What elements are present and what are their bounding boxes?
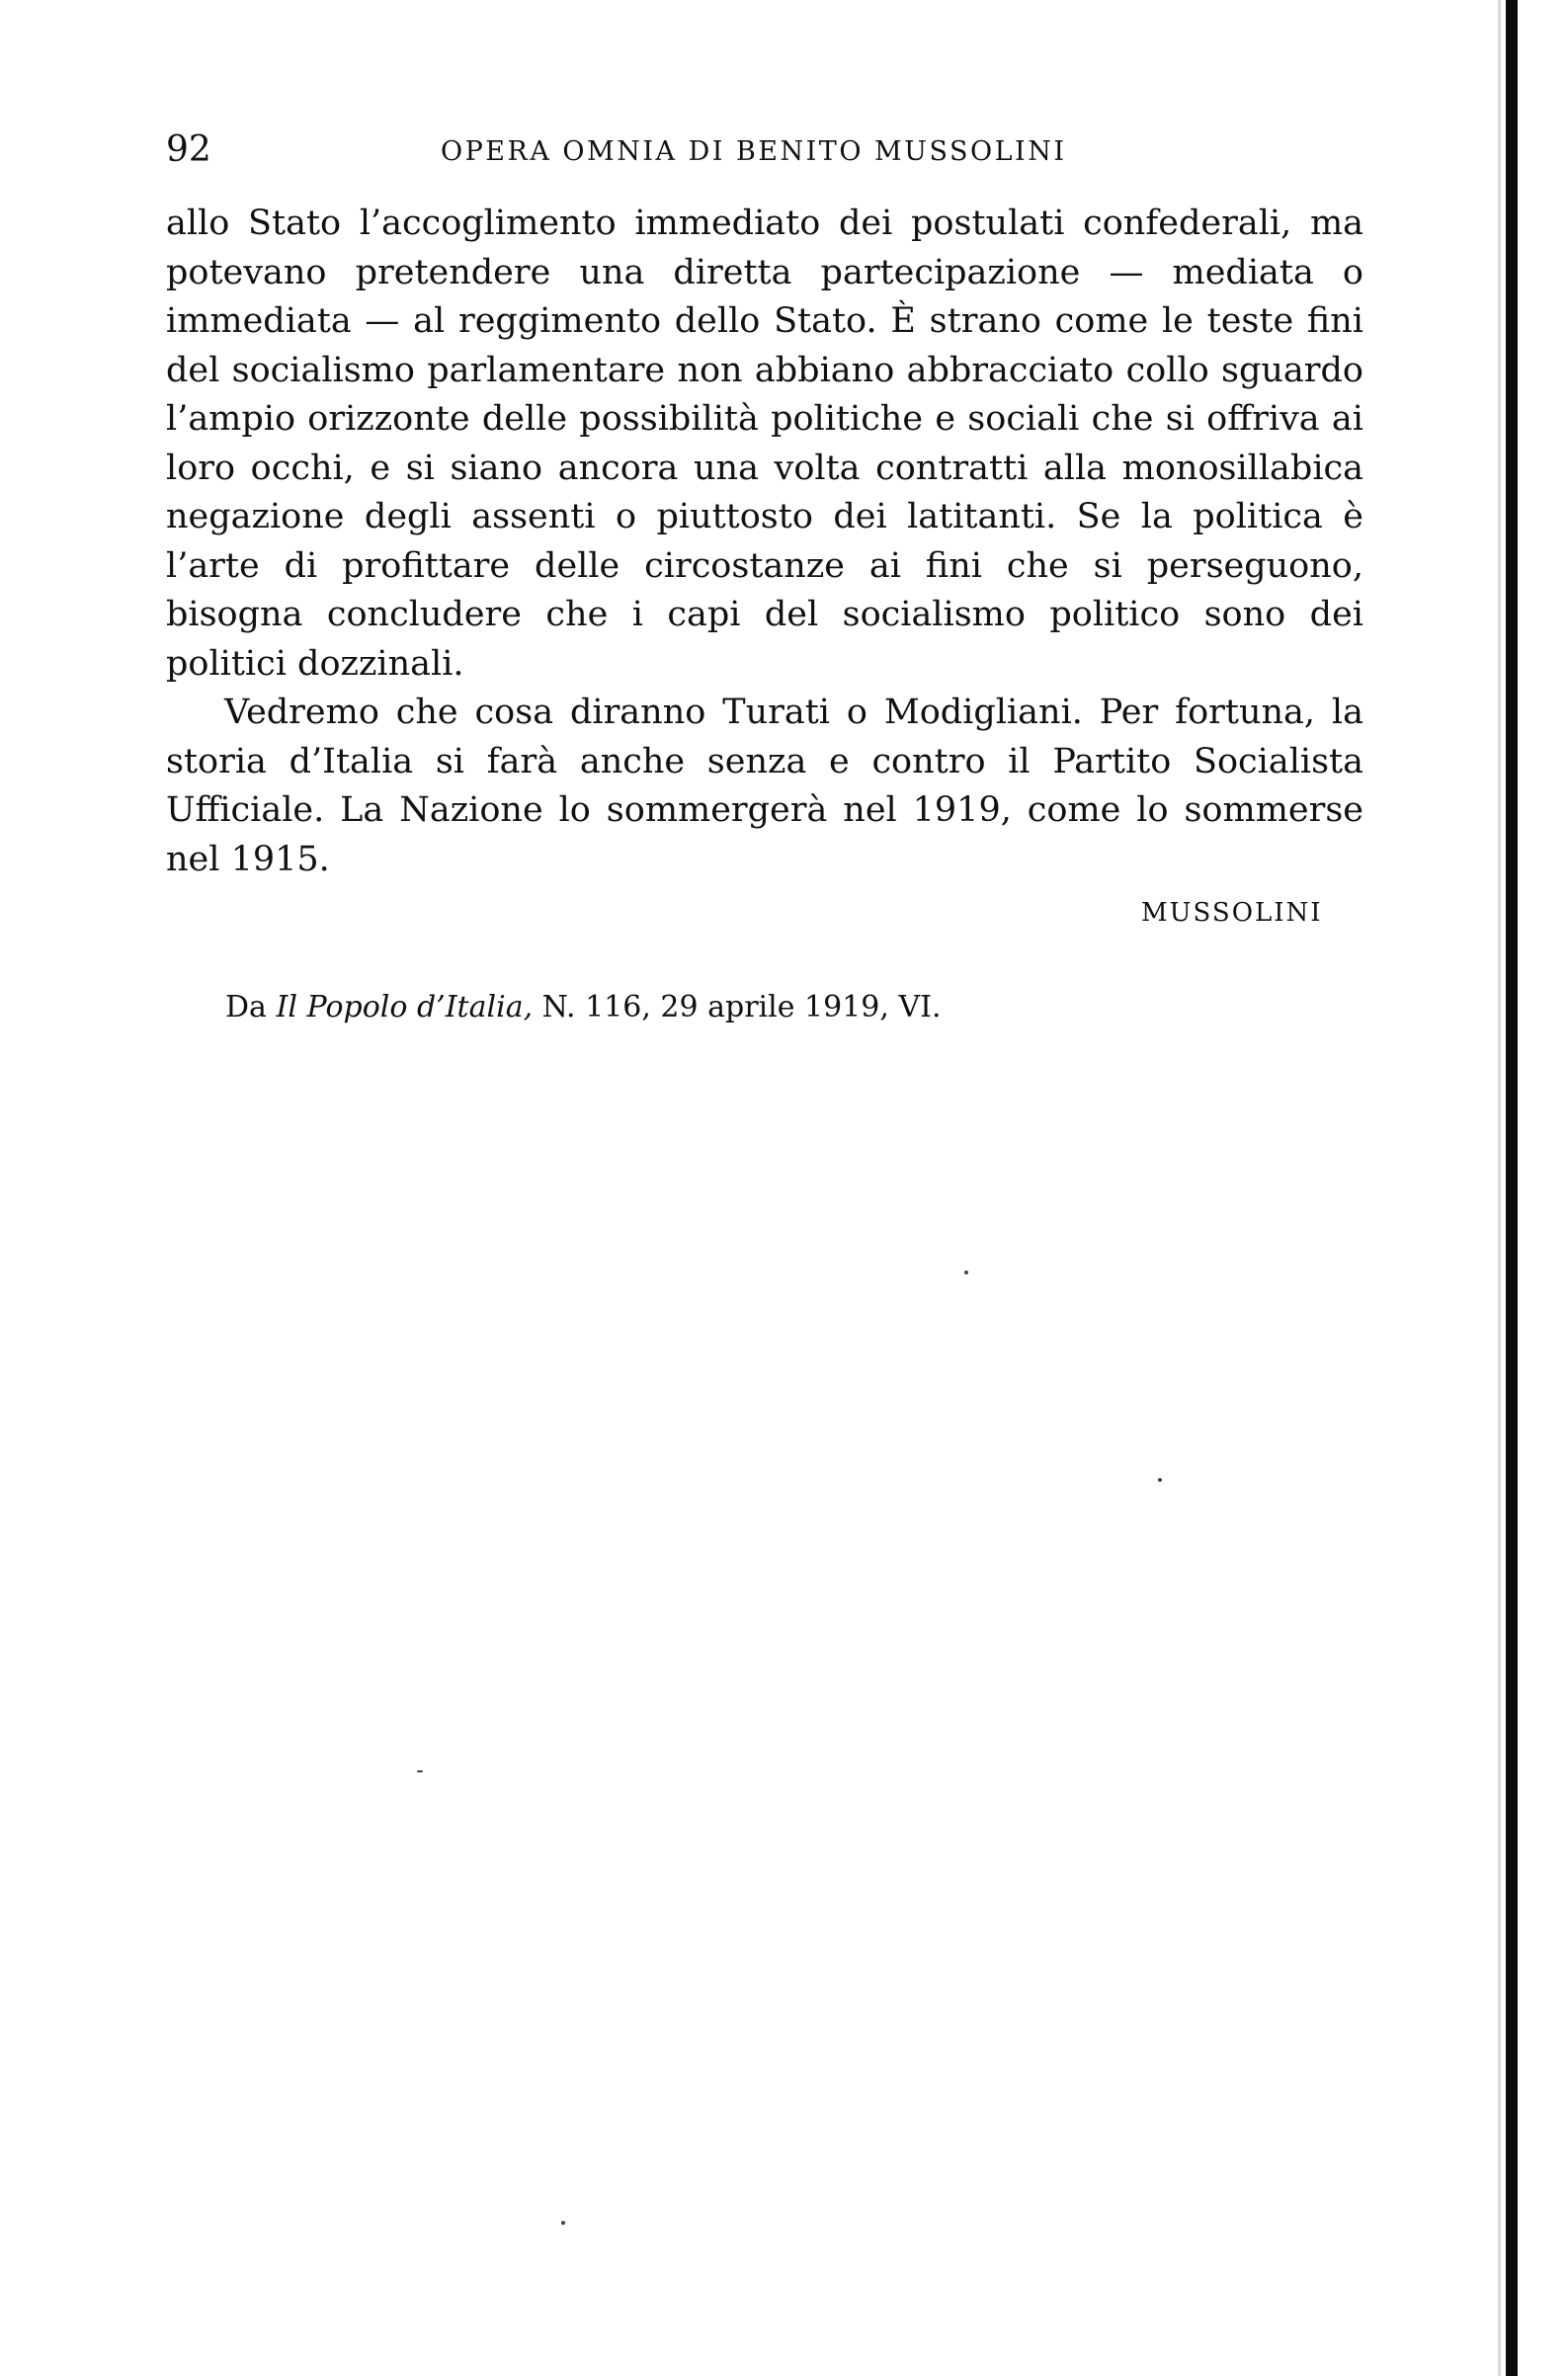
source-publication: Il Popolo d’Italia, [276,990,534,1024]
page-header [166,130,1363,180]
running-head: OPERA OMNIA DI BENITO MUSSOLINI [441,136,1067,167]
scan-speck [1158,1478,1162,1482]
article-body [166,200,1363,884]
author-signature: MUSSOLINI [1141,898,1323,928]
scan-speck [964,1270,968,1274]
body-paragraph-2: Vedremo che cosa diranno Turati o Modigliani. Per fortuna, la storia d’Italia si farà anche senza e contro il Partito Socialista Ufficiale. La Nazione lo sommergerà nel 1919, come lo sommerse nel 1915. [166,693,1363,879]
source-prefix: Da [225,990,267,1024]
page-number: 92 [166,129,211,170]
scan-page-edge [1506,0,1518,2376]
page-edge-shadow [1498,0,1501,2376]
source-details: N. 116, 29 aprile 1919, VI. [541,990,942,1024]
scan-speck [561,2221,565,2225]
body-paragraph-1: allo Stato l’accoglimento immediato dei postulati confederali, ma potevano pretendere una diretta partecipazione — mediata o immediata — al reggimento dello Stato. È strano come le teste fini del socialismo parlamentare non abbiano abbracciato collo sguardo l’ampio orizzonte delle possibilità politiche e sociali che si offriva ai loro occhi, e si siano ancora una volta contratti alla monosillabica negazione degli assenti o piuttosto dei latitanti. Se la politica è l’arte di profittare delle circostanze ai fini che si perseguono, bisogna concludere che i capi del socialismo politico sono dei politici dozzinali. [166,204,1363,684]
scan-speck [417,1770,423,1772]
source-citation [225,990,942,1025]
